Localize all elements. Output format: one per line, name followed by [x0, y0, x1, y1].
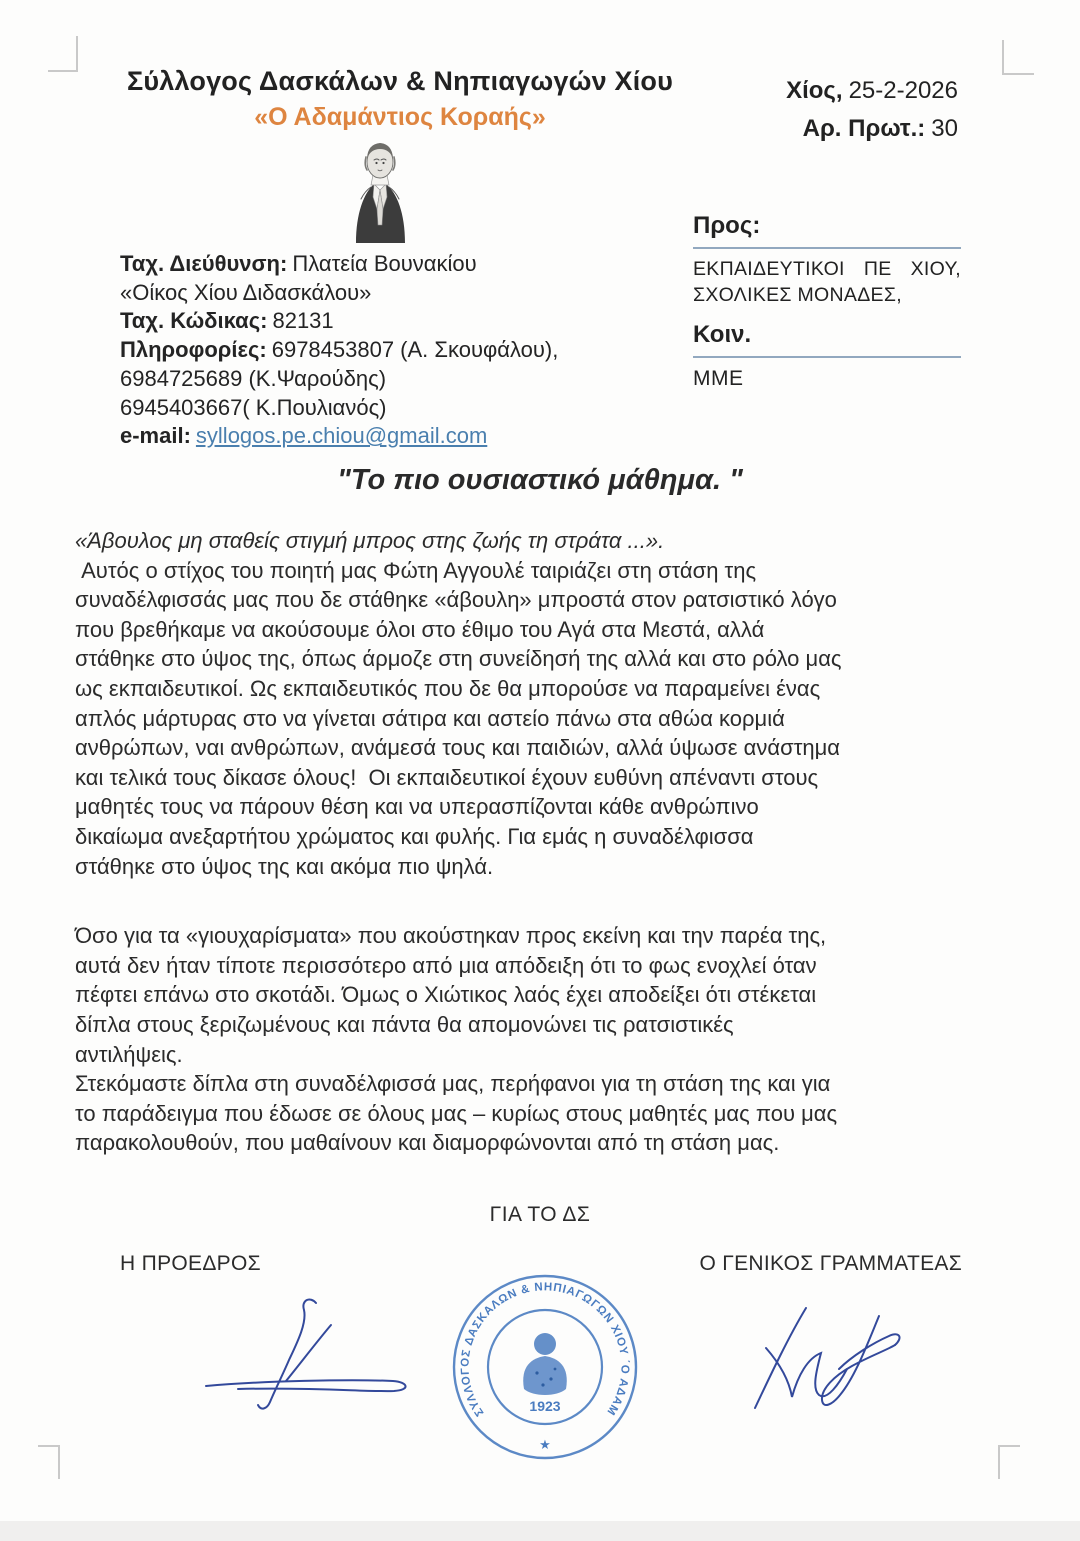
postal-line: [120, 307, 590, 336]
cc-underline: [693, 356, 961, 358]
phones-value: 6978453807 (Α. Σκουφάλου),: [271, 337, 559, 363]
letter-title: "Το πιο ουσιαστικό μάθημα. ": [337, 464, 743, 496]
phones-label: Πληροφορίες:: [120, 337, 267, 363]
secretary-title: Ο ΓΕΝΙΚΟΣ ΓΡΑΜΜΑΤΕΑΣ: [699, 1252, 962, 1275]
paragraph-2: Όσο για τα «γιουχαρίσματα» που ακούστηκαν προς εκείνη και την παρέα της, αυτά δεν ήταν τίποτε περισσότερο από μια απόδειξη ότι το φως ενοχλεί όταν πέφτει επάνω στο σκοτάδι. Όμως ο Χιώτικος λαός έχει αποδείξει ότι στέκεται δίπλα στους ξεριζωμένους και πάντα θα απομονώνει τις ρατσιστικές αντιλήψεις.: [75, 923, 827, 1067]
email-link[interactable]: syllogos.pe.chiou@gmail.com: [195, 423, 488, 449]
cc-label: Κοιν.: [693, 321, 752, 348]
seal-star-icon: ★: [539, 1437, 551, 1452]
place-label: Χίος,: [786, 77, 843, 104]
address-value: Πλατεία Βουνακίου: [292, 251, 477, 276]
recipients-block: [693, 212, 961, 391]
corner-mark-top-right: [1002, 40, 1034, 75]
to-label: Προς:: [693, 212, 761, 239]
email-line: [120, 422, 590, 451]
protocol-number: 30: [931, 115, 958, 142]
corner-mark-bottom-right: [998, 1445, 1020, 1479]
paragraph-3: Στεκόμαστε δίπλα στη συναδέλφισσά μας, περήφανοι για τη στάση της και για το παράδειγμα που έδωσε σε όλους μας – κυρίως στους μαθητές μας που μας παρακολουθούν, που μαθαίνουν και διαμορφώνονται από τη στάση μας.: [75, 1071, 838, 1156]
seal-text: ΣΥΛΛΟΓΟΣ ΔΑΣΚΑΛΩΝ & ΝΗΠΙΑΓΩΓΩΝ ΧΙΟΥ ΄Ο ΑΔΑΜ: [459, 1281, 631, 1419]
place-date-line: [720, 72, 958, 110]
date-value: 25-2-2026: [848, 77, 958, 104]
seal-year: 1923: [529, 1398, 561, 1414]
postal-value: 82131: [272, 308, 334, 334]
organization-subtitle: «Ο Αδαμάντιος Κοραής»: [254, 103, 546, 131]
president-title: Η ΠΡΟΕΔΡΟΣ: [120, 1252, 261, 1275]
to-recipients-line-1: ΕΚΠΑΙΔΕΥΤΙΚΟΙ ΠΕ ΧΙΟΥ,: [693, 258, 961, 280]
seal-center-figure: [523, 1333, 567, 1395]
address-label: Ταχ. Διεύθυνση:: [120, 251, 288, 276]
letterhead: [100, 66, 700, 132]
address-line-2: «Οίκος Χίου Διδασκάλου»: [120, 279, 372, 305]
phones-line-3: 6945403667( Κ.Πουλιανός): [120, 394, 387, 420]
korais-portrait-image: [347, 139, 413, 245]
president-signature: [198, 1293, 413, 1418]
secretary-signature: [728, 1288, 923, 1433]
postal-label: Ταχ. Κώδικας:: [120, 308, 268, 334]
to-recipients-line-2: ΣΧΟΛΙΚΕΣ ΜΟΝΑΔΕΣ,: [693, 284, 902, 306]
protocol-label: Αρ. Πρωτ.:: [802, 115, 926, 142]
letter-meta: [720, 72, 958, 148]
to-underline: [693, 247, 961, 249]
corner-mark-bottom-left: [38, 1445, 60, 1479]
contact-block: [120, 250, 590, 451]
corner-mark-top-left: [48, 36, 78, 72]
address-line: [120, 250, 590, 279]
scan-bottom-strip: [0, 1521, 1080, 1541]
email-label: e-mail:: [120, 423, 191, 449]
protocol-line: [720, 110, 958, 148]
for-the-board-label: ΓΙΑ ΤΟ ΔΣ: [489, 1203, 591, 1226]
organization-name: Σύλλογος Δασκάλων & Νηπιαγωγών Χίου: [126, 66, 674, 96]
poem-quote: «Άβουλος μη σταθείς στιγμή μπρος στης ζωής τη στράτα ...».: [75, 528, 665, 553]
cc-value: ΜΜΕ: [693, 367, 744, 390]
paragraph-1: Αυτός ο στίχος του ποιητή μας Φώτη Αγγουλέ ταιριάζει στη στάση της συναδέλφισσάς μας που δε στάθηκε «άβουλη» μπροστά στον ρατσιστικό λόγο που βρεθήκαμε να ακούσουμε όλοι στο έθιμο του Αγά στα Μεστά, αλλά στάθηκε στο ύψος της, όπως άρμοζε στη συνείδησή της αλλά και στο ρόλο μας ως εκπαιδευτικοί. Ως εκπαιδευτικός που δε θα μπορούσε να παραμείνει ένας απλός μάρτυρας στο να γίνεται σάτιρα και αστείο πάνω στα αθώα κορμιά ανθρώπων, ναι ανθρώπων, ανάμεσά τους και παιδιών, αλλά ύψωσε ανάστημα και τελικά τους δίκασε όλους! Οι εκπαιδευτικοί έχουν ευθύνη απέναντι στους μαθητές τους να πάρουν θέση και να υπερασπίζονται κάθε ανθρώπινο δικαίωμα ανεξαρτήτου χρώματος και φυλής. Για εμάς η συναδέλφισσα στάθηκε στο ύψος της και ακόμα πιο ψηλά.: [75, 557, 842, 879]
phones-line-2: 6984725689 (Κ.Ψαρούδης): [120, 365, 387, 391]
letter-body: [75, 526, 1025, 1158]
phones-line: [120, 336, 590, 365]
association-seal: [450, 1272, 640, 1462]
